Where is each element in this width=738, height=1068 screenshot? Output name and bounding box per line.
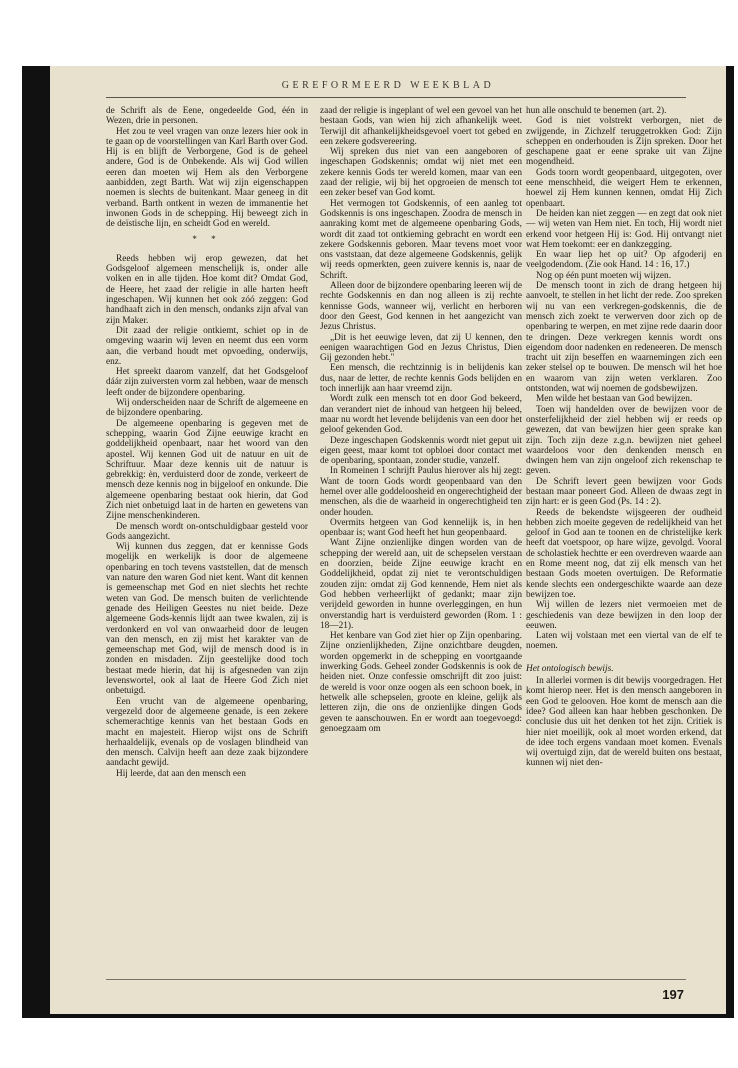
text-column-2 bbox=[320, 106, 522, 986]
paragraph: De mensch wordt on-ontschuldigbaar gesteld voor Gods aangezicht. bbox=[106, 521, 308, 542]
paragraph: Het spreekt daarom vanzelf, dat het Godsgeloof dáár zijn zuiversten vorm zal hebben, waar de mensch leeft onder de bijzondere openbaring. bbox=[106, 367, 308, 398]
paragraph: Een vrucht van de algemeene openbaring, vergezeld door de algemeene genade, is een zekere schemerachtige kennis van het bestaan Gods en macht en majesteit. Hierop wijst ons de Schrift herhaaldelijk, evenals op de voslagen blindheid van den mensch. Calvijn heeft aan deze zaak bijzondere aandacht gewijd. bbox=[106, 696, 308, 769]
text-column-3 bbox=[526, 106, 722, 986]
header-rule bbox=[106, 97, 686, 98]
paragraph: Hij leerde, dat aan den mensch een bbox=[116, 768, 246, 779]
paragraph: Laten wij volstaan met een viertal van de elf te noemen. bbox=[526, 631, 722, 652]
running-head: GEREFORMEERD WEEKBLAD bbox=[281, 80, 495, 91]
paragraph: Men wilde het bestaan van God bewijzen. bbox=[536, 394, 693, 405]
footer-rule bbox=[106, 979, 686, 980]
paragraph: de Schrift als de Eene, ongedeelde God, één in Wezen, drie in personen. bbox=[106, 106, 308, 127]
page-number: 197 bbox=[662, 987, 684, 1002]
paragraph: Nog op één punt moeten wij wijzen. bbox=[536, 270, 672, 281]
paragraph: Gods toorn wordt geopenbaard, uitgegoten, over eene menschheid, die weigert Hem te erkennen, hoewel zij Hem kunnen kennen, omdat Hij Zich openbaart. bbox=[526, 167, 722, 209]
paragraph: hun alle onschuld te benemen (art. 2). bbox=[526, 106, 667, 116]
newspaper-page bbox=[50, 66, 726, 1014]
paragraph: Reeds de bekendste wijsgeeren der oudheid hebben zich moeite gegeven de redelijkheid van het geloof in God aan te toonen en de christelijke kerk heeft dat voetspoor, op hare wijze, gevolgd. Vooral de scholastiek hechtte er een overdreven waarde aan en Rome meent nog, dat zij elk mensch van het bestaan Gods moeten overtuigen. De Reformatie kende slechts een ondergeschikte waarde aan deze bewijzen toe. bbox=[526, 507, 722, 600]
paragraph: God is niet volstrekt verborgen, niet de zwijgende, in Zichzelf teruggetrokken God: Zijn scheppen en onderhouden is Zijn spreken. Door het geschapene gaat er eene sprake uit van Zijne mogendheid. bbox=[526, 116, 722, 168]
section-separator: * * bbox=[192, 233, 222, 244]
paragraph: Reeds hebben wij erop gewezen, dat het Godsgeloof algemeen menschelijk is, onder alle volken en in alle tijden. Hoe komt dit? Omdat God, de Heere, het zaad der religie in alle harten heeft ingeschapen. Wij kunnen het ook zóó zeggen: God handhaaft zich in den mensch, ondanks zijn afval van zijn Maker. bbox=[106, 253, 308, 326]
paragraph: De algemeene openbaring is gegeven met de schepping, waarin God Zijne eeuwige kracht en goddelijkheid openbaart, naar het woord van den apostel. Wij kennen God uit de natuur en uit de Schriftuur. Maar deze kennis uit de natuur is gebrekkig: èn, verduisterd door de zonde, verkeert de mensch deze kennis nog in bijgeloof en onkunde. Die algemeene openbaring bestaat ook hierin, dat God Zich niet onbetuigd laat in de harten en gewetens van Zijne menschenkinderen. bbox=[106, 418, 308, 522]
quotation: „Dit is het eeuwige leven, dat zij U kennen, den eenigen waarachtigen God en Jezus Christus, Dien Gij gezonden hebt." bbox=[320, 332, 522, 364]
paragraph: Overmits hetgeen van God kennelijk is, in hen openbaar is; want God heeft het hun geopenbaard. bbox=[320, 517, 522, 539]
text-column-1 bbox=[106, 106, 308, 986]
paragraph: Dit zaad der religie ontkiemt, schiet op in de omgeving waarin wij leven en neemt dus een vorm aan, die verband houdt met opvoeding, onderwijs, enz. bbox=[106, 325, 308, 367]
paragraph: Want Zijne onzienlijke dingen worden van de schepping der wereld aan, uit de schepselen verstaan en doorzien, beide Zijne eeuwige kracht en Goddelijkheid, opdat zij niet te verontschuldigen zouden zijn: omdat zij God kennende, Hem niet als God hebben verheerlijkt of gedankt; maar zijn verijdeld geworden in hunne overleggingen, en hun onverstandig hart is verduisterd geworden (Rom. 1 : 18—21). bbox=[320, 538, 522, 631]
paragraph: In Romeinen 1 schrijft Paulus hierover als hij zegt: Want de toorn Gods wordt geopenbaard van den hemel over alle goddeloosheid en ongerechtigheid der menschen, als die de waarheid in ongerechtigheid ten onder houden. bbox=[320, 466, 522, 518]
scan-background bbox=[22, 66, 734, 1018]
paragraph: Alleen door de bijzondere openbaring leeren wij de rechte Godskennis en dan nog alleen is zij rechte kennisse Gods, wanneer wij, verlicht en herboren door den Geest, God kennen in het aangezicht van Jezus Christus. bbox=[320, 281, 522, 333]
paragraph: En waar liep het op uit? Op afgoderij en veelgodendom. (Zie ook Hand. 14 : 16, 17.) bbox=[526, 250, 722, 271]
paragraph: zaad der religie is ingeplant of wel een gevoel van het bestaan Gods, van wien hij zich afhankelijk weet. Terwijl dit afhankelijkheidsgevoel voert tot gebed en een zekere godsvereering. bbox=[320, 106, 522, 147]
paragraph: Wij kunnen dus zeggen, dat er kennisse Gods mogelijk en werkelijk is door de algemeene openbaring en toch tevens vaststellen, dat de mensch van nature den waren God niet kent. Want dit kennen is gemeenschap met God en niet slechts het rechte weten van God. De mensch buiten de verlichtende genade des Heiligen Geestes nu niet beide. Deze algemeene Gods-kennis lijdt aan twee kwalen, zij is verdonkerd en vol van onwaarheid door de leugen van den mensch, en zij mist het karakter van de gemeenschap met God, wijl de mensch dood is in zonden en misdaden. Zijn geestelijke dood toch bestaat mede hierin, dat hij is afgesneden van zijn levenswortel, ook al laat de Heere God Zich niet onbetuigd. bbox=[106, 542, 308, 697]
paragraph: Wij willen de lezers niet vermoeien met de geschiedenis van deze bewijzen in den loop der eeuwen. bbox=[526, 600, 722, 631]
paragraph: Toen wij handelden over de bewijzen voor de onsterfelijkheid der ziel hebben wij er reeds op gewezen, dat van bewijzen hier geen sprake kan zijn. Toch zijn deze z.g.n. bewijzen niet geheel waardeloos voor den denkenden mensch en dwingen hem van zijn ongeloof zich rekenschap te geven. bbox=[526, 404, 722, 477]
paragraph: De Schrift levert geen bewijzen voor Gods bestaan maar poneert God. Alleen de dwaas zegt in zijn hart: er is geen God (Ps. 14 : 2). bbox=[526, 476, 722, 508]
paragraph: Een mensch, die rechtzinnig is in belijdenis kan dus, naar de letter, de rechte kennis Gods belijden en toch innerlijk aan haar vreemd zijn. bbox=[320, 363, 522, 395]
paragraph: De heiden kan niet zeggen — en zegt dat ook niet — wij weten van Hem niet. En toch, Hij wordt niet erkend voor hetgeen Hij is: God. Hij ontvangt niet wat Hem toekomt: eer en dankzegging. bbox=[526, 208, 722, 250]
paragraph: Het vermogen tot Godskennis, of een aanleg tot Godskennis is ons ingeschapen. Zoodra de mensch in aanraking komt met de algemeene openbaring Gods, wordt dit zaad tot ontkieming gebracht en wordt een zekere Godskennis geboren. Maar tevens moet voor ons vaststaan, dat deze algemeene Godskennis, gelijk wij reeds opmerkten, geen zuivere kennis is, naar de Schrift. bbox=[320, 198, 522, 281]
paragraph: Wij onderscheiden naar de Schrift de algemeene en de bijzondere openbaring. bbox=[106, 398, 308, 419]
paragraph: Wordt zulk een mensch tot en door God bekeerd, dan verandert niet de inhoud van hetgeen hij beleed, maar nu wordt het levende belijdenis van een door het geloof gekenden God. bbox=[320, 394, 522, 436]
paragraph: De mensch toont in zich de drang hetgeen hij aanvoelt, te stellen in het licht der rede. Zoo spreken wij nu van een verkregen-godskennis, die de mensch zich zoekt te verwerven door zich op de openbaring te werpen, en met zijne rede daarin door te dringen. Deze verkregen kennis wordt ons eigendom door nadenken en redeneeren. De mensch tracht uit zijn beseffen en waarnemingen zich een zeker stelsel op te bouwen. De mensch wil het hoe en waarom van zijn weten verklaren. Zoo ontstonden, wat wij noemen de godsbewijzen. bbox=[526, 281, 722, 395]
paragraph: Wij spreken dus niet van een aangeboren of ingeschapen Godskennis; omdat wij niet met een zekere kennis Gods ter wereld komen, maar van een zaad der religie, wij bij het opgroeien de mensch tot een zeker besef van God komt. bbox=[320, 147, 522, 199]
paragraph: Het zou te veel vragen van onze lezers hier ook in te gaan op de voorstellingen van Karl Barth over God. Hij is en blijft de Verborgene, God is de geheel andere, God is de Onbekende. Als wij God willen eeren dan moeten wij Hem als den Verborgene aanbidden, zegt Barth. Wat wij zijn eigenschappen noemen is slechts de buitenkant. Maar geneeg in dit verband. Barth ontkent in wezen de immanentie het inwonen Gods in de schepping. Hij beweegt zich in de deïstische lijn, en scheidt God en wereld. bbox=[106, 126, 308, 230]
paragraph: Het kenbare van God ziet hier op Zijn openbaring. Zijne onzienlijkheden, Zijne onzichtbare deugden, worden opgemerkt in de schepping en voortgaande inwerking Gods. Geheel zonder Godskennis is ook de heiden niet. Onze confessie omschrijft dit zoo juist: de wereld is voor onze oogen als een schoon boek, in hetwelk alle schepselen, groote en kleine, gelijk als letteren zijn, die ons de onzienlijke dingen Gods geven te aanschouwen. En er wordt aan toegevoegd: genoegzaam om bbox=[320, 631, 522, 734]
section-subheading: Het ontologisch bewijs. bbox=[526, 663, 614, 674]
paragraph: Deze ingeschapen Godskennis wordt niet geput uit eigen geest, maar komt tot opbloei door contact met de openbaring, spontaan, zonder studie, vanzelf. bbox=[320, 435, 522, 467]
paragraph: In allerlei vormen is dit bewijs voorgedragen. Het komt hierop neer. Het is den mensch aangeboren in een God te gelooven. Hoe komt de mensch aan die idee? God alleen kan haar hebben geschonken. De conclusie dus uit het denken tot het zijn. Critiek is hier niet moeilijk, ook al moet worden erkend, dat de idee toch ergens vandaan moet komen. Evenals wij overtuigd zijn, dat de wereld buiten ons bestaat, kunnen wij niet den- bbox=[526, 676, 722, 769]
